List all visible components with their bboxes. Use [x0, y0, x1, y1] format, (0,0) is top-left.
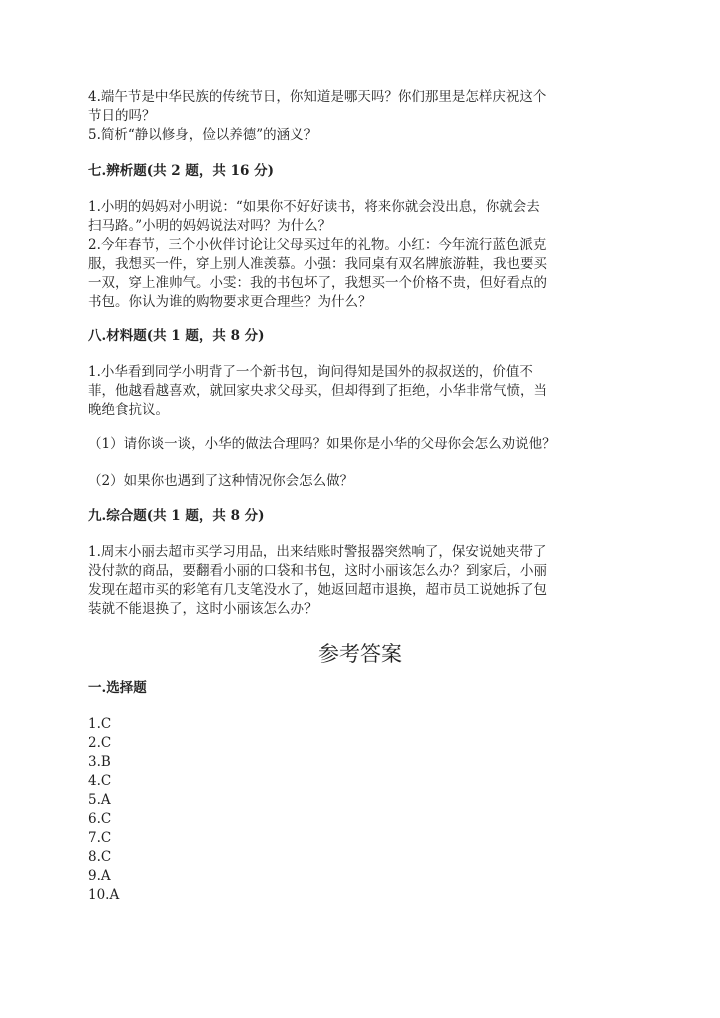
material-line: 晚绝食抗议。 — [88, 402, 169, 418]
material-line: 1.小华看到同学小明背了一个新书包，询问得知是国外的叔叔送的，价值不 — [88, 364, 533, 380]
question-line: 发现在超市买的彩笔有几支笔没水了，她返回超市退换，超市员工说她拆了包 — [88, 582, 547, 598]
section-heading: 七.辨析题(共 2 题，共 16 分) — [88, 163, 274, 179]
answer-item: 8.C — [88, 849, 112, 865]
answer-item: 10.A — [88, 887, 120, 903]
question-line: 装就不能退换了，这时小丽该怎么办？ — [88, 601, 318, 617]
question-line: 1.周末小丽去超市买学习用品，出来结账时警报器突然响了，保安说她夹带了 — [88, 544, 547, 560]
answer-item: 5.A — [88, 792, 111, 808]
question-line: 书包。你认为谁的购物要求更合理些？为什么？ — [88, 294, 372, 310]
question-line: 服，我想买一件，穿上别人准羡慕。小强：我同桌有双名牌旅游鞋，我也要买 — [88, 256, 547, 272]
question-line: 节日的吗？ — [88, 108, 156, 124]
question-line: 5.简析“静以修身，俭以养德”的涵义？ — [88, 127, 318, 143]
answer-item: 7.C — [88, 830, 112, 846]
material-line: 菲，他越看越喜欢，就回家央求父母买，但却得到了拒绝，小华非常气愤，当 — [88, 383, 547, 399]
answers-title: 参考答案 — [318, 642, 402, 666]
answer-item: 4.C — [88, 773, 112, 789]
section-heading: 一.选择题 — [88, 680, 147, 696]
answer-item: 9.A — [88, 868, 111, 884]
answer-item: 1.C — [88, 716, 112, 732]
section-heading: 九.综合题(共 1 题，共 8 分) — [88, 508, 265, 524]
question-line: 2.今年春节，三个小伙伴讨论让父母买过年的礼物。小红：今年流行蓝色派克 — [88, 237, 547, 253]
question-line: 1.小明的妈妈对小明说：“如果你不好好读书，将来你就会没出息，你就会去 — [88, 199, 540, 215]
answer-item: 2.C — [88, 735, 112, 751]
section-heading: 八.材料题(共 1 题，共 8 分) — [88, 328, 265, 344]
sub-question: （2）如果你也遇到了这种情况你会怎么做？ — [88, 473, 354, 489]
answer-item: 6.C — [88, 811, 112, 827]
question-line: 4.端午节是中华民族的传统节日，你知道是哪天吗？你们那里是怎样庆祝这个 — [88, 89, 547, 105]
question-line: 扫马路。”小明的妈妈说法对吗？为什么？ — [88, 218, 332, 234]
sub-question: （1）请你谈一谈，小华的做法合理吗？如果你是小华的父母你会怎么劝说他？ — [88, 436, 556, 452]
question-line: 没付款的商品，要翻看小丽的口袋和书包，这时小丽该怎么办？到家后，小丽 — [88, 563, 547, 579]
question-line: 一双，穿上准帅气。小雯：我的书包坏了，我想买一个价格不贵，但好看点的 — [88, 275, 547, 291]
answer-item: 3.B — [88, 754, 111, 770]
